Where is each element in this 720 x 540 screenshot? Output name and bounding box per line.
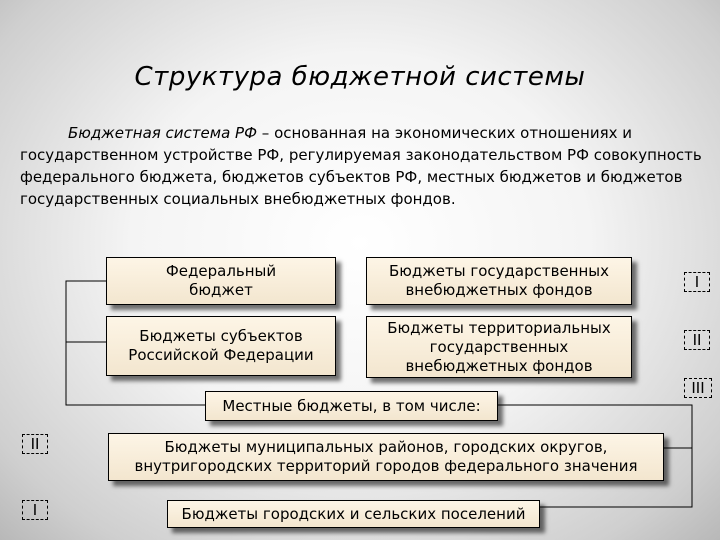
territorial-funds-box: [366, 316, 632, 378]
level-marker-right-3: III: [684, 378, 712, 398]
municipal-budgets-box: [108, 433, 664, 481]
subjects-budget-box: [106, 316, 336, 376]
state-funds-box: [366, 257, 632, 305]
level-marker-left-1: I: [22, 500, 48, 520]
local-budgets-label: Местные бюджеты, в том числе:: [222, 396, 481, 415]
level-marker-left-2: II: [22, 434, 48, 454]
level-marker-right-2: II: [684, 330, 710, 350]
definition-term: Бюджетная система РФ: [68, 124, 258, 142]
subjects-budget-label: Бюджеты субъектов Российской Федерации: [128, 327, 314, 364]
level-marker-right-1: I: [684, 272, 710, 292]
settlements-budgets-label: Бюджеты городских и сельских поселений: [181, 504, 526, 523]
municipal-budgets-label: Бюджеты муниципальных районов, городских округов, внутригородских территорий городов федерального значения: [134, 438, 638, 475]
definition-dash: –: [257, 124, 275, 142]
state-funds-label: Бюджеты государственных внебюджетных фондов: [388, 262, 610, 299]
definition-body: основанная на экономических отношениях и государственном устройстве РФ, регулируемая законодательством РФ совокупность федерального бюджета, бюджетов субъектов РФ, местных бюджетов и бюджетов государственных социальных внебюджетных фондов.: [20, 124, 702, 208]
territorial-funds-label: Бюджеты территориальных государственных внебюджетных фондов: [387, 318, 611, 375]
settlements-budgets-box: [167, 500, 540, 528]
federal-budget-box: [106, 257, 336, 305]
local-budgets-box: [205, 391, 498, 421]
federal-budget-label: Федеральный бюджет: [165, 262, 277, 299]
page-title: Структура бюджетной системы: [134, 62, 586, 92]
